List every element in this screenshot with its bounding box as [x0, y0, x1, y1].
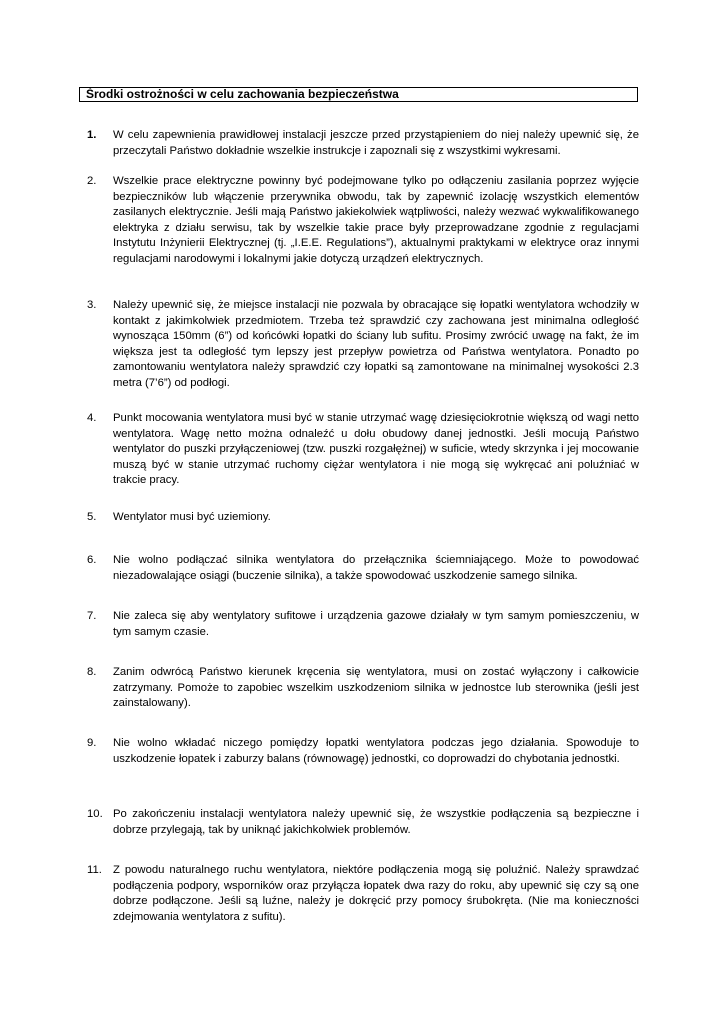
item-number: 2. — [87, 175, 97, 187]
item-text: Nie zaleca się aby wentylatory sufitowe i urządzenia gazowe działały w tym samym pomieszczeniu, w tym samym czasie. — [113, 610, 639, 638]
section-title: Środki ostrożności w celu zachowania bezpieczeństwa — [79, 87, 638, 102]
item-number: 8. — [87, 666, 97, 678]
item-text: W celu zapewnienia prawidłowej instalacji jeszcze przed przystąpieniem do niej należy upewnić się, że przeczytali Państwo dokładnie wszelkie instrukcje i zapoznali się z wszystkimi wykresami. — [113, 129, 639, 157]
list-item-4 — [87, 411, 639, 489]
item-text: Punkt mocowania wentylatora musi być w stanie utrzymać wagę dziesięciokrotnie większą od wagi netto wentylatora. Wagę netto można odnaleźć u dołu obudowy danej jednostki. Jeśli mocują Państwo wentylator do puszki przyłączeniowej (tzw. puszki rozgałężnej) w suficie, wtedy skrzynka i jej mocowanie muszą być w stanie utrzymać ruchomy ciężar wentylatora i nie mogą się wykręcać ani poluźniać w trakcie pracy. — [113, 412, 639, 487]
list-item-1 — [87, 128, 639, 159]
item-number: 7. — [87, 610, 97, 622]
list-item-5 — [87, 510, 639, 526]
item-text: Wszelkie prace elektryczne powinny być podejmowane tylko po odłączeniu zasilania poprzez wyjęcie bezpieczników lub włączenie przerywnika obwodu, tak by zapewnić izolację wszystkich elementów zasilanych elektrycznie. Jeśli mają Państwo jakiekolwiek wątpliwości, należy wezwać wykwalifikowanego elektryka z działu serwisu, tak by wszelkie takie prace były przeprowadzane zgodnie z regulacjami Instytutu Inżynierii Elektrycznej (tj. „I.E.E. Regulations”), aktualnymi praktykami w elektryce oraz innymi regulacjami narodowymi i lokalnymi jakie dotyczą urządzeń elektrycznych. — [113, 175, 639, 265]
list-item-3 — [87, 298, 639, 392]
item-text: Z powodu naturalnego ruchu wentylatora, niektóre podłączenia mogą się poluźnić. Należy sprawdzać podłączenia podpory, wsporników oraz przyłącza łopatek dwa razy do roku, aby upewnić się czy są one dobrze podłączone. Jeśli są luźne, należy je dokręcić przy pomocy śrubokręta. (Nie ma konieczności zdejmowania wentylatora z sufitu). — [113, 864, 639, 923]
item-text: Należy upewnić się, że miejsce instalacji nie pozwala by obracające się łopatki wentylatora wchodziły w kontakt z jakimkolwiek przedmiotem. Trzeba też sprawdzić czy zachowana jest minimalna odległość wynosząca 150mm (6”) od końcówki łopatki do ściany lub sufitu. Prosimy zwrócić uwagę na fakt, że im większa jest ta odległość tym lepszy jest przepływ powietrza od Państwa wentylatora. Ponadto po zamontowaniu wentylatora należy sprawdzić czy łopatki są zamontowane na minimalnej wysokości 2.3 metra (7’6”) od podłogi. — [113, 299, 639, 389]
item-number: 9. — [87, 737, 97, 749]
item-number: 11. — [87, 864, 102, 876]
item-text: Po zakończeniu instalacji wentylatora należy upewnić się, że wszystkie podłączenia są bezpieczne i dobrze przylegają, tak by uniknąć jakichkolwiek problemów. — [113, 808, 639, 836]
item-text: Wentylator musi być uziemiony. — [113, 511, 271, 523]
list-item-2 — [87, 174, 639, 268]
item-number: 4. — [87, 412, 97, 424]
list-item-6 — [87, 553, 639, 584]
item-text: Nie wolno podłączać silnika wentylatora do przełącznika ściemniającego. Może to powodować niezadowalające osiągi (buczenie silnika), a także spowodować uszkodzenie samego silnika. — [113, 554, 639, 582]
list-item-11 — [87, 863, 639, 925]
item-number: 6. — [87, 554, 97, 566]
list-item-10 — [87, 807, 639, 838]
list-item-8 — [87, 665, 639, 712]
item-text: Nie wolno wkładać niczego pomiędzy łopatki wentylatora podczas jego działania. Spowoduje to uszkodzenie łopatek i zaburzy balans (równowagę) jednostki, co doprowadzi do chybotania jednostki. — [113, 737, 639, 765]
item-text: Zanim odwrócą Państwo kierunek kręcenia się wentylatora, musi on zostać wyłączony i całkowicie zatrzymany. Pomoże to zapobiec wszelkim uszkodzeniom silnika w jednostce lub sterownika (jeśli jest zainstalowany). — [113, 666, 639, 710]
item-number: 1. — [87, 129, 97, 141]
item-number: 5. — [87, 511, 97, 523]
item-number: 10. — [87, 808, 103, 820]
item-number: 3. — [87, 299, 97, 311]
list-item-9 — [87, 736, 639, 767]
list-item-7 — [87, 609, 639, 640]
